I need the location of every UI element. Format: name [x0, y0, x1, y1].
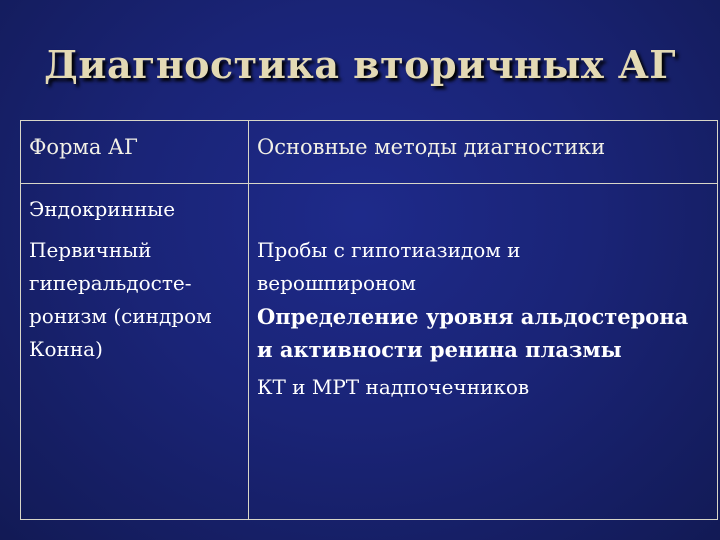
slide-title: Диагностика вторичных АГ [43, 42, 677, 87]
diagnostics-table [20, 120, 718, 520]
category-label: Эндокринные [29, 197, 176, 221]
method-test-line: верошпироном [257, 271, 416, 295]
method-imaging: КТ и МРТ надпочечников [257, 375, 530, 399]
column-divider [248, 121, 249, 519]
form-line: гиперальдосте- [29, 271, 192, 295]
methods-list [257, 234, 688, 404]
form-line: ронизм (синдром [29, 304, 212, 328]
method-test-line: Пробы с гипотиазидом и [257, 238, 521, 262]
method-lab-line: и активности ренина плазмы [257, 337, 622, 362]
header-form: Форма АГ [29, 135, 138, 159]
method-lab-line: Определение уровня альдостерона [257, 304, 689, 329]
form-name [29, 234, 212, 366]
header-divider [21, 183, 717, 184]
form-line: Конна) [29, 337, 103, 361]
form-line: Первичный [29, 238, 152, 262]
header-methods: Основные методы диагностики [257, 135, 606, 159]
